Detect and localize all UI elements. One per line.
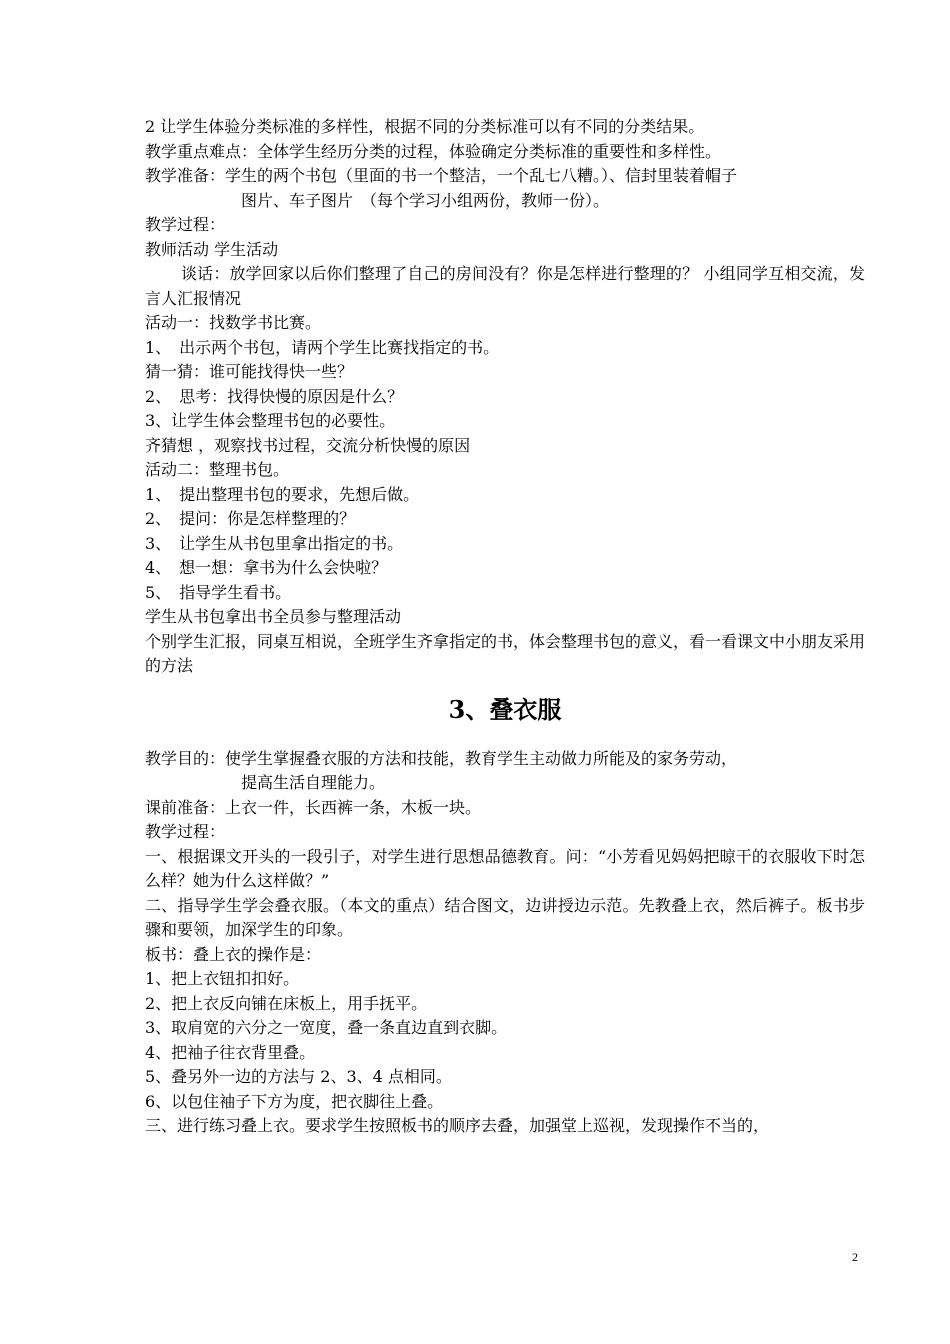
- section-title-text: 、叠衣服: [465, 694, 562, 724]
- part-1: 一、根据课文开头的一段引子，对学生进行思想品德教育。问：“小芳看见妈妈把晾干的衣服收下时怎么样？她为什么这样做？”: [145, 846, 865, 890]
- goal-line-1: 教学目的：使学生掌握叠衣服的方法和技能，教育学生主动做力所能及的家务劳动，: [145, 748, 738, 768]
- section-title-number: 3: [448, 694, 466, 724]
- activity-1-step-2: 2、 思考：找得快慢的原因是什么？: [145, 386, 404, 406]
- activity-1-guess: 猜一猜：谁可能找得快一些？: [145, 362, 354, 381]
- section-title: [145, 693, 865, 727]
- prep-line-1: 教学准备：学生的两个书包（里面的书一个整洁，一个乱七八糟。）、信封里装着帽子: [145, 166, 738, 185]
- activity-2-student-1: 学生从书包拿出书全员参与整理活动: [145, 607, 402, 626]
- activity-1-step-3: 3、让学生体会整理书包的必要性。: [145, 411, 396, 430]
- activity-1-student: 齐猜想 ，观察找书过程，交流分析快慢的原因: [145, 435, 471, 455]
- activity-2-student-2: 个别学生汇报，同桌互相说，全班学生齐拿指定的书，体会整理书包的意义，看一看课文中小朋友采用的方法: [145, 631, 866, 675]
- activity-1-title: 活动一：找数学书比赛。: [145, 313, 322, 332]
- activity-1-step-1: 1、 出示两个书包，请两个学生比赛找指定的书。: [145, 337, 500, 357]
- prep-line-2: 图片、车子图片 （每个学习小组两份，教师一份）。: [241, 190, 610, 210]
- activity-2-step-2: 2、 提问：你是怎样整理的？: [145, 509, 356, 528]
- document-body: [145, 115, 865, 1139]
- board-step-5: 5、叠另外一边的方法与 2、3、4 点相同。: [145, 1067, 452, 1086]
- page-number: 2: [852, 1250, 858, 1264]
- part-2: 二、指导学生学会叠衣服。（本文的重点）结合图文，边讲授边示范。先教叠上衣，然后裤子。板书步骤和要领，加深学生的印象。: [145, 895, 865, 939]
- board-step-4: 4、把袖子往衣背里叠。: [145, 1042, 316, 1062]
- goal-2: 2 让学生体验分类标准的多样性，根据不同的分类标准可以有不同的分类结果。: [145, 117, 705, 136]
- board-step-6: 6、以包住袖子下方为度，把衣脚往上叠。: [145, 1091, 444, 1111]
- activity-2-step-3: 3、 让学生从书包里拿出指定的书。: [145, 533, 404, 553]
- process-label: 教学过程：: [145, 215, 226, 234]
- key-points: 教学重点难点：全体学生经历分类的过程，体验确定分类标准的重要性和多样性。: [145, 141, 722, 161]
- board-step-1: 1、把上衣钮扣扣好。: [145, 969, 300, 988]
- part-3: 三、进行练习叠上衣。要求学生按照板书的顺序去叠，加强堂上巡视，发现操作不当的，: [145, 1116, 770, 1135]
- activity-2-step-5: 5、 指导学生看书。: [145, 582, 292, 602]
- process-label-2: 教学过程：: [145, 822, 226, 841]
- prep-materials: 课前准备：上衣一件，长西裤一条，木板一块。: [145, 797, 482, 817]
- board-step-3: 3、取肩宽的六分之一宽度，叠一条直边直到衣脚。: [145, 1018, 508, 1037]
- activity-2-step-4: 4、 想一想：拿书为什么会快啦？: [145, 558, 388, 577]
- goal-line-2: 提高生活自理能力。: [241, 773, 386, 792]
- board-label: 板书：叠上衣的操作是：: [145, 944, 322, 964]
- talk-paragraph: 谈话：放学回家以后你们整理了自己的房间没有？你是怎样进行整理的？ 小组同学互相交流，发言人汇报情况: [145, 264, 865, 308]
- board-step-2: 2、把上衣反向铺在床板上，用手抚平。: [145, 993, 428, 1013]
- columns-label: 教师活动 学生活动: [145, 239, 279, 259]
- activity-2-step-1: 1、 提出整理书包的要求，先想后做。: [145, 484, 420, 504]
- activity-2-title: 活动二：整理书包。: [145, 460, 290, 479]
